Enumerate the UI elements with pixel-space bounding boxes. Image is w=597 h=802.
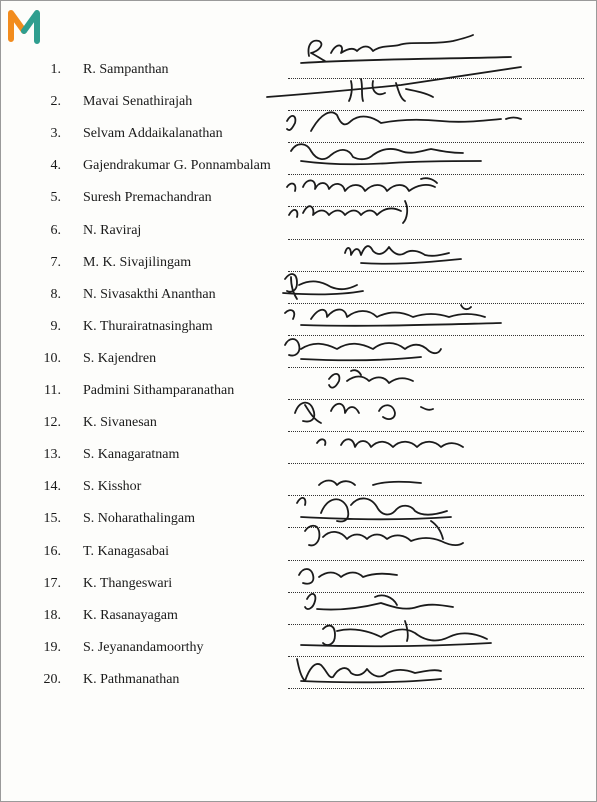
handwritten-signature: [345, 246, 461, 264]
signatory-name: K. Thangeswari: [83, 575, 173, 591]
signatory-name: T. Kanagasabai: [83, 543, 170, 559]
signatory-number: 18.: [43, 607, 61, 623]
signatory-number: 19.: [43, 639, 61, 655]
signatory-number: 10.: [43, 350, 61, 366]
handwritten-signature: [267, 67, 521, 101]
signatory-number: 5.: [50, 190, 61, 206]
signatory-name: S. Kisshor: [83, 479, 142, 495]
signatory-number: 11.: [44, 383, 61, 398]
handwritten-signature: [287, 112, 521, 131]
signatory-name: S. Kanagaratnam: [83, 447, 180, 463]
signatory-name: K. Thurairatnasingham: [83, 318, 213, 334]
signatory-number: 1.: [50, 62, 61, 77]
handwritten-signature: [305, 594, 453, 610]
signatory-number: 6.: [50, 222, 61, 238]
signatory-name: N. Sivasakthi Ananthan: [83, 286, 216, 302]
handwritten-signature: [317, 439, 463, 447]
signatory-name: N. Raviraj: [83, 222, 142, 238]
handwritten-signature: [297, 659, 441, 682]
signatory-name: R. Sampanthan: [83, 62, 169, 77]
signatory-name: K. Pathmanathan: [83, 671, 180, 687]
handwritten-signature: [299, 569, 397, 584]
handwritten-signature: [287, 178, 437, 191]
signatures-layer: [1, 1, 596, 801]
signatory-name: S. Noharathalingam: [83, 511, 195, 527]
signatory-name: S. Jeyanandamoorthy: [83, 639, 204, 655]
signatory-name: M. K. Sivajilingam: [83, 254, 192, 270]
handwritten-signature: [291, 144, 481, 164]
handwritten-signature: [285, 305, 501, 326]
handwritten-signature: [301, 35, 511, 63]
handwritten-signature: [289, 201, 407, 223]
signatory-name: K. Rasanayagam: [83, 607, 178, 623]
signatory-number: 12.: [43, 415, 61, 431]
signatory-number: 3.: [50, 126, 61, 142]
signatory-number: 20.: [43, 671, 61, 687]
signatory-number: 4.: [50, 158, 61, 174]
handwritten-signature: [283, 274, 363, 299]
signatory-name: S. Kajendren: [83, 350, 157, 366]
signatory-name: K. Sivanesan: [83, 415, 157, 431]
signatory-name: Gajendrakumar G. Ponnambalam: [83, 158, 271, 174]
handwritten-signature: [285, 339, 441, 360]
handwritten-signature: [319, 481, 421, 486]
signatory-number: 14.: [43, 479, 61, 495]
handwritten-signature: [295, 403, 433, 423]
handwritten-signature: [329, 370, 413, 387]
signatory-name: Selvam Addaikalanathan: [83, 126, 223, 142]
signatory-number: 17.: [43, 575, 61, 591]
signatory-name: Mavai Senathirajah: [83, 94, 193, 110]
handwritten-signature: [301, 621, 491, 646]
signatory-number: 2.: [50, 94, 61, 110]
signatory-number: 16.: [43, 543, 61, 559]
signatory-name: Suresh Premachandran: [83, 190, 212, 206]
signatory-number: 13.: [43, 447, 61, 463]
signatory-number: 15.: [43, 511, 61, 527]
handwritten-signature: [305, 521, 463, 545]
signatory-number: 8.: [50, 286, 61, 302]
signatory-name: Padmini Sithamparanathan: [83, 383, 235, 398]
signatory-number: 9.: [50, 318, 61, 334]
handwritten-signature: [297, 498, 451, 522]
signatory-number: 7.: [50, 254, 61, 270]
